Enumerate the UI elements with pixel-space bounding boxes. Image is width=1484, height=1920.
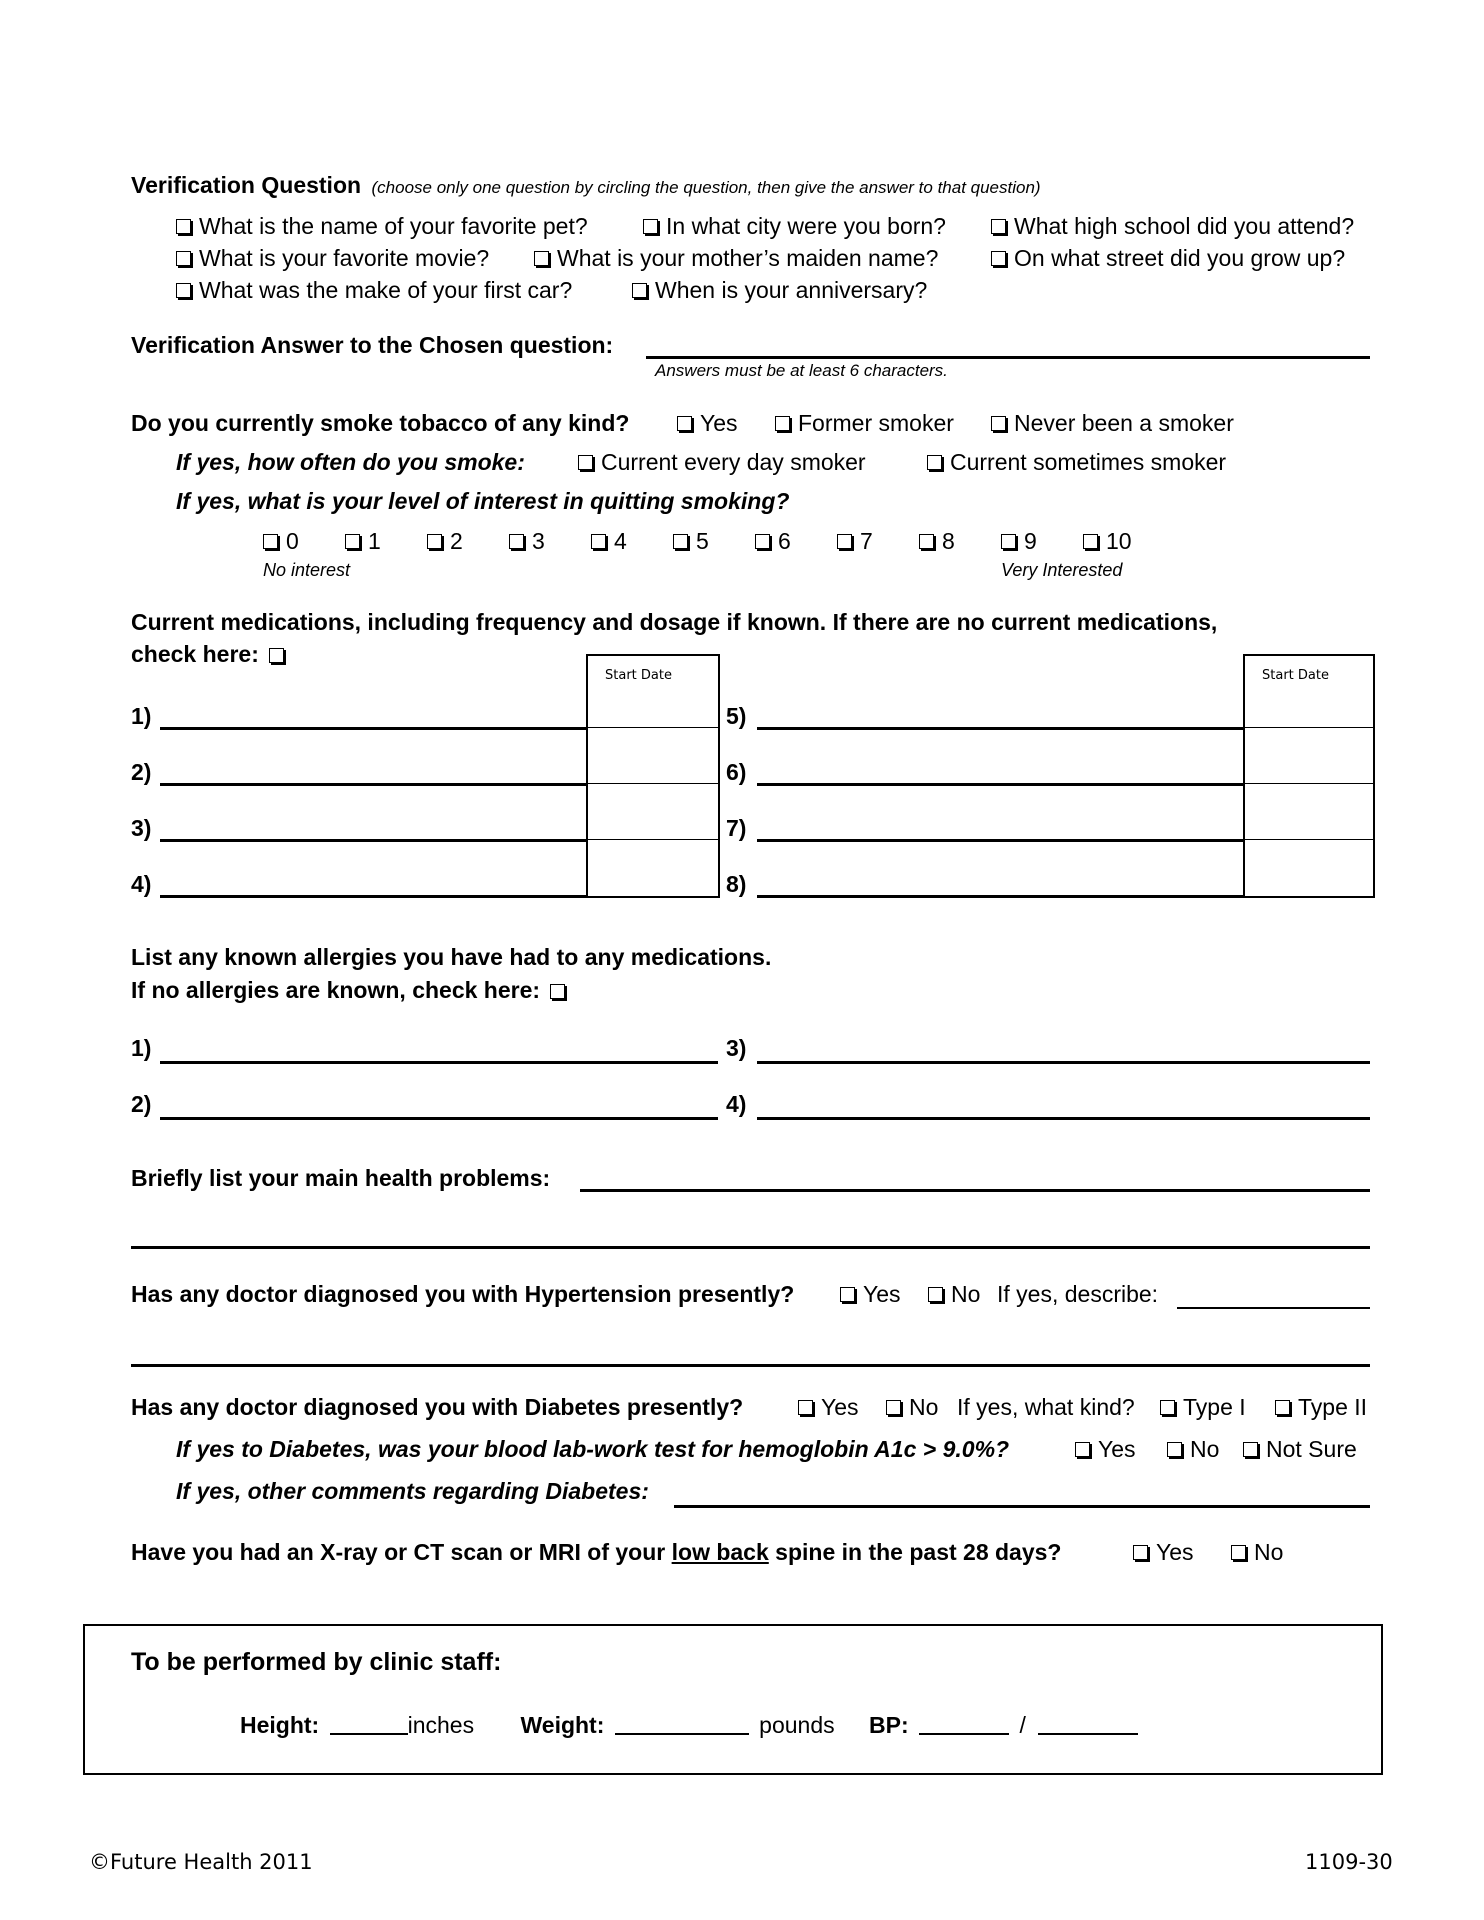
- smoking-option-never[interactable]: Never been a smoker: [991, 412, 1234, 435]
- height-field[interactable]: [330, 1715, 408, 1735]
- weight-field[interactable]: [615, 1715, 749, 1735]
- smoking-question: Do you currently smoke tobacco of any kind?: [131, 410, 630, 436]
- medication-field-8[interactable]: [757, 895, 1244, 898]
- start-date-cell-3[interactable]: [588, 784, 718, 840]
- weight-label: Weight:: [520, 1712, 605, 1738]
- checkbox-icon[interactable]: [673, 534, 688, 549]
- imaging-option-yes[interactable]: Yes: [1133, 1541, 1194, 1564]
- medication-row-label: 6): [726, 759, 747, 785]
- start-date-column-left: [586, 654, 720, 898]
- hypertension-option-no[interactable]: No: [928, 1283, 980, 1306]
- medication-row-label: 3): [131, 815, 152, 841]
- checkbox-icon[interactable]: [837, 534, 852, 549]
- footer-form-code: 1109-30: [1305, 1850, 1393, 1874]
- medication-row-label: 7): [726, 815, 747, 841]
- checkbox-icon[interactable]: [775, 416, 790, 431]
- medications-label-line2: check here:: [131, 643, 292, 666]
- checkbox-icon[interactable]: [578, 455, 593, 470]
- footer-copyright: ©Future Health 2011: [89, 1850, 313, 1874]
- height-unit: inches: [407, 1712, 475, 1738]
- smoking-interest-label: If yes, what is your level of interest in quitting smoking?: [176, 488, 790, 514]
- weight-unit: pounds: [759, 1712, 835, 1738]
- diabetes-comments-label: If yes, other comments regarding Diabetes:: [176, 1478, 649, 1504]
- checkbox-icon[interactable]: [345, 534, 360, 549]
- diabetes-question: Has any doctor diagnosed you with Diabetes presently?: [131, 1394, 744, 1420]
- verification-option-movie[interactable]: What is your favorite movie?: [176, 247, 489, 270]
- checkbox-icon[interactable]: [677, 416, 692, 431]
- health-problems-label: Briefly list your main health problems:: [131, 1165, 551, 1191]
- diabetes-kind-label: If yes, what kind?: [957, 1394, 1135, 1420]
- medication-row-label: 8): [726, 871, 747, 897]
- clinic-staff-box: [83, 1624, 1383, 1775]
- hypertension-question: Has any doctor diagnosed you with Hypertension presently?: [131, 1281, 795, 1307]
- no-allergies-checkbox[interactable]: [550, 984, 565, 999]
- checkbox-icon[interactable]: [1160, 1400, 1175, 1415]
- verification-answer-hint: Answers must be at least 6 characters.: [655, 361, 948, 380]
- imaging-question: Have you had an X-ray or CT scan or MRI of your low back spine in the past 28 days?: [131, 1539, 1062, 1565]
- smoking-frequency-sometimes[interactable]: Current sometimes smoker: [927, 451, 1226, 474]
- hypertension-describe-field[interactable]: [1177, 1307, 1370, 1309]
- smoking-interest-9[interactable]: 9: [1001, 530, 1037, 553]
- imaging-option-no[interactable]: No: [1231, 1541, 1283, 1564]
- hypertension-describe-field-2[interactable]: [131, 1364, 1370, 1367]
- checkbox-icon[interactable]: [263, 534, 278, 549]
- allergies-label-line1: List any known allergies you have had to any medications.: [131, 944, 772, 970]
- checkbox-icon[interactable]: [1243, 1442, 1258, 1457]
- medication-row-label: 2): [131, 759, 152, 785]
- start-date-cell-8[interactable]: [1245, 840, 1373, 896]
- checkbox-icon[interactable]: [919, 534, 934, 549]
- health-problems-field-2[interactable]: [131, 1246, 1370, 1249]
- smoking-option-yes[interactable]: Yes: [677, 412, 738, 435]
- checkbox-icon[interactable]: [643, 219, 658, 234]
- diabetes-type1[interactable]: Type I: [1160, 1396, 1246, 1419]
- checkbox-icon[interactable]: [755, 534, 770, 549]
- smoking-frequency-everyday[interactable]: Current every day smoker: [578, 451, 866, 474]
- diabetes-comments-field[interactable]: [674, 1505, 1370, 1508]
- allergy-field-1[interactable]: [160, 1061, 718, 1064]
- verification-option-anniversary[interactable]: When is your anniversary?: [632, 279, 927, 302]
- scale-low-label: No interest: [263, 560, 351, 580]
- checkbox-icon[interactable]: [534, 251, 549, 266]
- medication-field-1[interactable]: [160, 727, 587, 730]
- no-medications-checkbox[interactable]: [269, 648, 284, 663]
- start-date-cell-6[interactable]: [1245, 728, 1373, 784]
- checkbox-icon[interactable]: [886, 1400, 901, 1415]
- checkbox-icon[interactable]: [927, 455, 942, 470]
- smoking-interest-7[interactable]: 7: [837, 530, 873, 553]
- clinic-staff-title: To be performed by clinic staff:: [131, 1648, 502, 1676]
- checkbox-icon[interactable]: [991, 416, 1006, 431]
- a1c-option-not-sure[interactable]: Not Sure: [1243, 1438, 1357, 1461]
- health-problems-field-1[interactable]: [580, 1189, 1370, 1192]
- verification-option-street[interactable]: On what street did you grow up?: [991, 247, 1345, 270]
- checkbox-icon[interactable]: [991, 251, 1006, 266]
- medication-field-4[interactable]: [160, 895, 587, 898]
- smoking-interest-0[interactable]: 0: [263, 530, 299, 553]
- start-date-header: Start Date: [1245, 656, 1373, 728]
- allergy-row-label: 4): [726, 1091, 747, 1117]
- smoking-frequency-label: If yes, how often do you smoke:: [176, 449, 525, 475]
- checkbox-icon[interactable]: [632, 283, 647, 298]
- allergy-field-3[interactable]: [757, 1061, 1370, 1064]
- medication-row-label: 5): [726, 703, 747, 729]
- verification-answer-field[interactable]: [646, 356, 1370, 359]
- a1c-option-yes[interactable]: Yes: [1075, 1438, 1136, 1461]
- allergies-label-line2: If no allergies are known, check here:: [131, 979, 573, 1002]
- smoking-interest-4[interactable]: 4: [591, 530, 627, 553]
- clinic-measurements-row: [240, 1714, 1138, 1737]
- checkbox-icon[interactable]: [1075, 1442, 1090, 1457]
- start-date-cell-4[interactable]: [588, 840, 718, 896]
- allergy-row-label: 3): [726, 1035, 747, 1061]
- start-date-column-right: [1243, 654, 1375, 898]
- medication-row-label: 1): [131, 703, 152, 729]
- smoking-interest-6[interactable]: 6: [755, 530, 791, 553]
- medications-label-line1: Current medications, including frequency and dosage if known. If there are no current medications,: [131, 609, 1218, 635]
- checkbox-icon[interactable]: [591, 534, 606, 549]
- bp-separator: /: [1019, 1712, 1026, 1738]
- height-label: Height:: [240, 1712, 320, 1738]
- verification-answer-label: Verification Answer to the Chosen question:: [131, 332, 614, 358]
- hypertension-row: [131, 1283, 794, 1306]
- verification-option-car[interactable]: What was the make of your first car?: [176, 279, 572, 302]
- checkbox-icon[interactable]: [1275, 1400, 1290, 1415]
- smoking-interest-3[interactable]: 3: [509, 530, 545, 553]
- verification-option-maiden-name[interactable]: What is your mother’s maiden name?: [534, 247, 938, 270]
- diabetes-type2[interactable]: Type II: [1275, 1396, 1367, 1419]
- allergy-row-label: 2): [131, 1091, 152, 1117]
- checkbox-icon[interactable]: [1083, 534, 1098, 549]
- medication-field-5[interactable]: [757, 727, 1244, 730]
- a1c-option-no[interactable]: No: [1167, 1438, 1219, 1461]
- smoking-interest-1[interactable]: 1: [345, 530, 381, 553]
- checkbox-icon[interactable]: [427, 534, 442, 549]
- smoking-interest-10[interactable]: 10: [1083, 530, 1132, 553]
- smoking-interest-2[interactable]: 2: [427, 530, 463, 553]
- bp-label: BP:: [869, 1712, 909, 1738]
- verification-option-pet[interactable]: What is the name of your favorite pet?: [176, 215, 588, 238]
- checkbox-icon[interactable]: [1231, 1545, 1246, 1560]
- checkbox-icon[interactable]: [176, 283, 191, 298]
- medication-row-label: 4): [131, 871, 152, 897]
- checkbox-icon[interactable]: [176, 251, 191, 266]
- allergy-field-2[interactable]: [160, 1117, 718, 1120]
- verification-option-highschool[interactable]: What high school did you attend?: [991, 215, 1354, 238]
- checkbox-icon[interactable]: [991, 219, 1006, 234]
- medication-field-2[interactable]: [160, 783, 587, 786]
- verification-option-city[interactable]: In what city were you born?: [643, 215, 946, 238]
- start-date-header: Start Date: [588, 656, 718, 728]
- start-date-cell-7[interactable]: [1245, 784, 1373, 840]
- bp-systolic-field[interactable]: [919, 1715, 1009, 1735]
- checkbox-icon[interactable]: [1133, 1545, 1148, 1560]
- diabetes-option-no[interactable]: No: [886, 1396, 938, 1419]
- allergy-field-4[interactable]: [757, 1117, 1370, 1120]
- smoking-interest-5[interactable]: 5: [673, 530, 709, 553]
- medication-field-7[interactable]: [757, 839, 1244, 842]
- diabetes-option-yes[interactable]: Yes: [798, 1396, 859, 1419]
- verification-instruction: (choose only one question by circling the question, then give the answer to that question): [371, 178, 1041, 197]
- start-date-cell-2[interactable]: [588, 728, 718, 784]
- verification-header: [131, 174, 1041, 197]
- verification-title: Verification Question: [131, 172, 362, 198]
- checkbox-icon[interactable]: [928, 1287, 943, 1302]
- allergy-row-label: 1): [131, 1035, 152, 1061]
- a1c-question: If yes to Diabetes, was your blood lab-work test for hemoglobin A1c > 9.0%?: [176, 1436, 1010, 1462]
- hypertension-describe-label: If yes, describe:: [997, 1281, 1159, 1307]
- smoking-option-former[interactable]: Former smoker: [775, 412, 954, 435]
- hypertension-option-yes[interactable]: Yes: [840, 1283, 901, 1306]
- scale-high-label: Very Interested: [1001, 560, 1123, 580]
- checkbox-icon[interactable]: [176, 219, 191, 234]
- checkbox-icon[interactable]: [1001, 534, 1016, 549]
- checkbox-icon[interactable]: [509, 534, 524, 549]
- medication-field-6[interactable]: [757, 783, 1244, 786]
- smoking-interest-8[interactable]: 8: [919, 530, 955, 553]
- checkbox-icon[interactable]: [840, 1287, 855, 1302]
- smoking-question-row: [131, 412, 629, 435]
- bp-diastolic-field[interactable]: [1038, 1715, 1138, 1735]
- checkbox-icon[interactable]: [1167, 1442, 1182, 1457]
- medication-field-3[interactable]: [160, 839, 587, 842]
- checkbox-icon[interactable]: [798, 1400, 813, 1415]
